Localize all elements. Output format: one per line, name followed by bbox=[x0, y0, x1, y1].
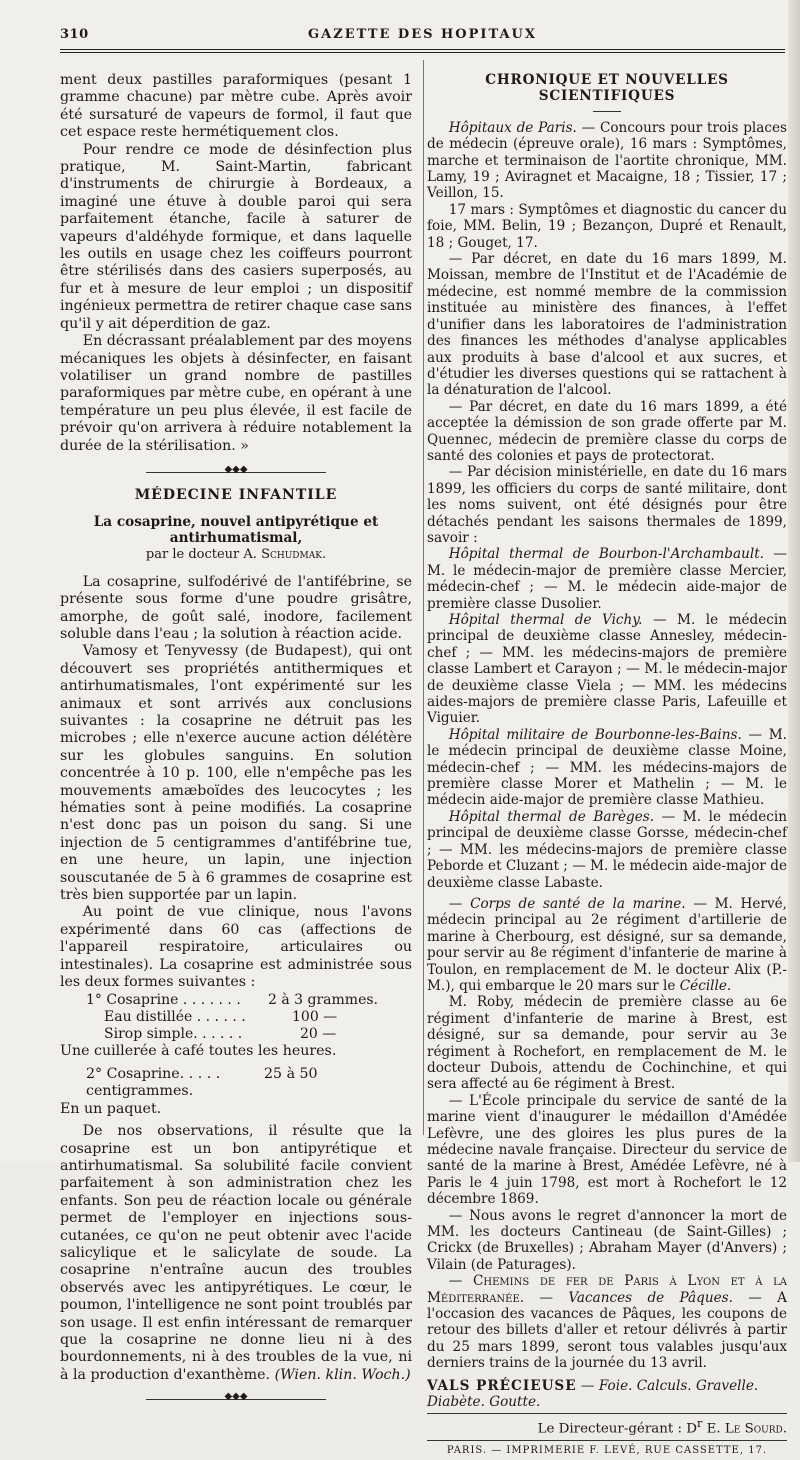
news-text: — M. le médecin principal de deuxième classe Gorsse, médecin-chef ; — MM. les médecins-majors de première classe Peborde et Cluzant ; — M. le médecin aide-major de deuxième classe Labaste. bbox=[427, 808, 787, 891]
quantity: 100 — bbox=[292, 1008, 338, 1025]
section-title: MÉDECINE INFANTILE bbox=[134, 486, 338, 503]
prescription-2 bbox=[60, 1066, 412, 1101]
news-item: — L'École principale du service de santé de la marine vient d'inaugurer le médaillon d'Amédée Lefèvre, une des gloires les plus pures de la médecine navale française. Directeur du service de santé de la marine à Brest, Amédée Lefèvre, né à Paris le 4 juin 1798, est mort à Rochefort le 12 décembre 1869. bbox=[427, 1092, 787, 1208]
paragraph: ment deux pastilles paraformiques (pesant 1 gramme chacune) par mètre cube. Après avoir été sursaturé de vapeurs de formol, il faut que cet espace reste hermétiquement clos. bbox=[60, 72, 412, 141]
news-lead: Hôpital militaire de Bourbonne-les-Bains. bbox=[448, 726, 742, 743]
page-edge-shadow bbox=[788, 0, 800, 1162]
ingredient: 2° Cosaprine. . . . . bbox=[86, 1065, 221, 1082]
news-text: — Concours pour trois places de médecin (épreuve orale), 16 mars : Symptômes, marche et terminaison de l'aortite chronique, MM. Lamy, 19 ; Aviragnet et Macaigne, 18 ; Tissier, 17 ; Veillon, 15. bbox=[427, 119, 788, 202]
ship-name: Cécille. bbox=[679, 977, 732, 994]
news-item bbox=[427, 809, 787, 891]
header-rule bbox=[60, 49, 785, 50]
news-item: — Par décision ministérielle, en date du 16 mars 1899, les officiers du corps de santé militaire, dont les noms suivent, ont été désignés pour être détachés pendant les saisons thermales de 1899, savoir : bbox=[427, 464, 787, 546]
ornamental-divider: ◆◆◆ bbox=[60, 1390, 412, 1404]
news-item bbox=[427, 612, 787, 727]
news-item: — Par décret, en date du 16 mars 1899, a été acceptée la démission de son grade offerte par M. Quennec, médecin de première classe du corps de santé des colonies et pays de protectorat. bbox=[427, 398, 787, 464]
paragraph bbox=[60, 1123, 412, 1384]
author-name: Schudmak. bbox=[261, 547, 327, 563]
news-item: — Par décret, en date du 16 mars 1899, M. Moissan, membre de l'Institut et de l'Académie de médecine, est nommé membre de la commission instituée au ministère des finances, à l'effet d'unifier dans les laboratoires de l'administration des finances les méthodes d'analyse applicables aux produits à base d'alcool et aux sucres, et d'étudier les diverses questions qui se rattachent à la dénaturation de l'alcool. bbox=[427, 251, 787, 399]
advertisement bbox=[427, 1378, 787, 1411]
ingredient: Eau distillée . . . . . . bbox=[104, 1008, 246, 1025]
left-column bbox=[60, 72, 412, 1414]
news-item bbox=[427, 120, 787, 202]
section-title: CHRONIQUE ET NOUVELLES SCIENTIFIQUES bbox=[485, 72, 729, 105]
column-divider bbox=[423, 60, 424, 1135]
header-rule-double bbox=[60, 52, 785, 53]
paragraph: Vamosy et Tenyvessy (de Budapest), qui ont découvert ses propriétés antithermiques et antirhumatismales, l'ont expérimenté sur les animaux et sont arrivés aux conclusions suivantes : la cosaprine ne détruit pas les microbes ; elle n'exerce aucune action délétère sur les globules sanguins. En solution concentrée à 10 p. 100, elle n'empêche pas les mouvements amæboïdes des leucocytes ; les hématies sont à peine modifiés. La cosaprine n'est donc pas un poison du sang. Si une injection de 5 centigrammes d'antifébrine tue, en une heure, un lapin, une injection souscutanée de 5 à 6 grammes de cosaprine est très bien supportée par un lapin. bbox=[60, 643, 412, 904]
prescription-1 bbox=[86, 992, 378, 1043]
author-prefix: par le docteur A. bbox=[145, 547, 257, 563]
article-title: La cosaprine, nouvel antipyrétique et antirhumatismal, bbox=[93, 514, 379, 547]
ad-text: — Foie. Calculs. Gravelle. Diabète. Goutte. bbox=[427, 1377, 759, 1411]
news-text: — M. le médecin-major de première classe Mercier, médecin-chef ; — M. le médecin aide-major de première classe Dusolier. bbox=[427, 546, 787, 612]
section-rule bbox=[593, 111, 621, 112]
ingredient: Sirop simple. . . . . . bbox=[104, 1025, 243, 1042]
news-lead: — Chemins de fer de Paris à Lyon et à la Méditerranée. bbox=[427, 1273, 787, 1306]
page-header bbox=[60, 27, 785, 45]
director-label: Le Directeur-gérant : D bbox=[537, 1420, 697, 1436]
news-item bbox=[427, 1273, 787, 1371]
news-item: — Corps de santé de la marine. — M. Hervé, médecin principal au 2e régiment d'artillerie de marine à Cherbourg, est désigné, sur sa demande, pour servir au 8e régiment d'infanterie de marine à Toulon, en remplacement de M. le docteur Alix (P.-M.), qui embarque le 20 mars sur le Cécille. bbox=[427, 895, 788, 994]
news-lead: Hôpital thermal de Barèges. bbox=[448, 808, 655, 825]
article-author bbox=[60, 546, 412, 563]
ad-brand: VALS PRÉCIEUSE bbox=[427, 1377, 577, 1394]
news-text: — A l'occasion des vacances de Pâques, les coupons de retour des billets d'aller et retour délivrés à partir du 25 mars 1899, seront tous valables jusqu'aux derniers trains de la journée du 13 avril. bbox=[427, 1289, 788, 1372]
source-citation: (Wien. klin. Woch.) bbox=[274, 1366, 411, 1383]
right-column bbox=[427, 72, 787, 1460]
paragraph: Au point de vue clinique, nous l'avons expérimenté dans 60 cas (affections de l'appareil respiratoire, articulaires ou intestinales). La cosaprine est administrée sous les deux formes suivantes : bbox=[60, 904, 412, 991]
ingredient: 1° Cosaprine . . . . . . . bbox=[86, 991, 241, 1008]
news-item bbox=[427, 727, 787, 809]
prescription-row bbox=[86, 1009, 378, 1026]
journal-title: GAZETTE DES HOPITAUX bbox=[308, 27, 537, 42]
news-lead: Hôpital thermal de Bourbon-l'Archambault. bbox=[448, 546, 764, 563]
news-lead: Hôpitaux de Paris. bbox=[448, 119, 577, 136]
news-item: 17 mars : Symptômes et diagnostic du cancer du foie, MM. Belin, 19 ; Bezançon, Dupré et Renault, 18 ; Gouget, 17. bbox=[427, 201, 787, 251]
page-number: 310 bbox=[60, 27, 89, 42]
paragraph: La cosaprine, sulfodérivé de l'antifébrine, se présente sous forme d'une poudre grisâtre, amorphe, de goût salé, inodore, facilement soluble dans l'eau ; la solution à réaction acide. bbox=[60, 573, 412, 642]
quantity: 2 à 3 grammes. bbox=[268, 991, 378, 1008]
printer-imprint: PARIS. — IMPRIMERIE F. LEVÉ, RUE CASSETTE, 17. bbox=[427, 1440, 787, 1459]
director-name: E. Le Sourd. bbox=[702, 1420, 787, 1436]
paragraph: Pour rendre ce mode de désinfection plus pratique, M. Saint-Martin, fabricant d'instruments de chirurgie à Bordeaux, a imaginé une étuve à double paroi qui sera parfaitement étanche, facile à saturer de vapeurs d'aldéhyde formique, et dans laquelle les outils en usage chez les coiffeurs pourront être stérilisés dans des casiers superposés, au fur et à mesure de leur emploi ; un dispositif ingénieux permettra de retirer chaque case sans qu'il y ait déperdition de gaz. bbox=[60, 141, 412, 332]
prescription-row bbox=[86, 1026, 378, 1043]
news-item: — Nous avons le regret d'annoncer la mort de MM. les docteurs Cantineau (de Saint-Gilles) ; Crickx (de Bruxelles) ; Abraham Mayer (d'Anvers) ; Vilain (de Paturages). bbox=[427, 1207, 787, 1273]
paragraph: En décrassant préalablement par des moyens mécaniques les objets à désinfecter, en faisant volatiliser un grand nombre de pastilles paraformiques par mètre cube, en opérant à une température un peu plus élevée, il est facile de prévoir qu'on arrivera à réduire notablement la durée de la stérilisation. » bbox=[60, 333, 412, 454]
news-text: — M. Hervé, médecin principal au 2e régiment d'artillerie de marine à Cherbourg, est désigné, sur sa demande, pour servir au 8e régiment d'infanterie de marine à Toulon, en remplacement de M. le docteur Alix (P.-M.), qui embarque le 20 mars sur le bbox=[427, 895, 788, 994]
paragraph-text: De nos observations, il résulte que la cosaprine est un bon antipyrétique et antirhumatismal. Sa solubilité facile convient parfaitement à son administration chez les enfants. Son peu de réaction locale ou générale permet de l'employer en injections sous-cutanées, ce qu'on ne peut obtenir avec l'acide salicylique et le salicylate de soude. La cosaprine n'entraîne aucun des troubles observés avec les antipyrétiques. Le cœur, le poumon, l'intelligence ne sont point troublés par son usage. Il est enfin intéressant de remarquer que la cosaprine ne donne lieu ni à des bourdonnements, ni à des troubles de la vue, ni à la production d'exanthème. bbox=[60, 1123, 412, 1383]
director-title-sup: r bbox=[697, 1416, 703, 1430]
prescription-note: En un paquet. bbox=[60, 1100, 162, 1117]
news-item bbox=[427, 546, 787, 612]
news-sublead: — Vacances de Pâques. bbox=[524, 1289, 733, 1306]
news-text: — M. le médecin principal de deuxième classe Annesley, médecin-chef ; — MM. les médecins-majors de première classe Lambert et Carayon ; — M. le médecin-major de deuxième classe Viela ; — MM. les médecins aides-majors de première classe Paris, Lafeuille et Viguier. bbox=[427, 612, 787, 727]
quantity: 20 — bbox=[300, 1025, 337, 1042]
news-lead: Hôpital thermal de Vichy. bbox=[448, 612, 643, 628]
prescription-note: Une cuillerée à café toutes les heures. bbox=[60, 1042, 337, 1059]
quantity: 25 à 50 centigrammes. bbox=[86, 1065, 318, 1100]
news-text: — M. le médecin principal de deuxième classe Moine, médecin-chef ; — MM. les médecins-majors de première classe Morer et Mathelin ; — M. le médecin aide-major de première classe Mathieu. bbox=[427, 726, 787, 809]
director-line bbox=[427, 1413, 787, 1438]
news-lead: Corps de santé de la marine. bbox=[470, 895, 686, 912]
prescription-row bbox=[86, 992, 378, 1009]
news-item: M. Roby, médecin de première classe au 6e régiment d'infanterie de marine à Brest, est désigné, sur sa demande, pour servir au 3e régiment à Rochefort, en remplacement de M. le docteur Dubois, attendu de Cochinchine, et qui sera affecté au 6e régiment à Brest. bbox=[427, 994, 787, 1093]
ornamental-divider: ◆◆◆ bbox=[60, 463, 412, 477]
